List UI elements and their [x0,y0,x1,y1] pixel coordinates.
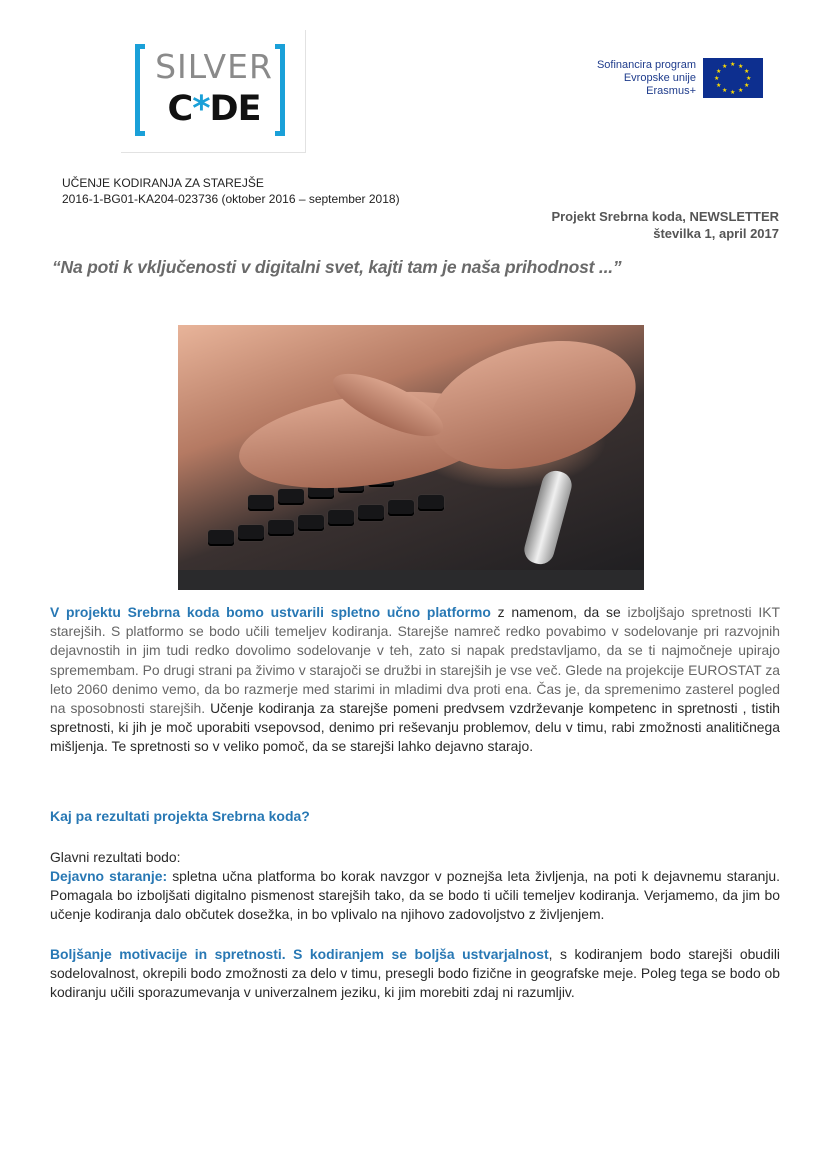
logo-top-word: SILVER [155,47,273,86]
newsletter-title: Projekt Srebrna koda, NEWSLETTER [551,209,779,224]
section-title: Kaj pa rezultati projekta Srebrna koda? [50,808,310,824]
photo-hands-keyboard [178,325,644,590]
silver-code-logo [121,30,306,153]
eu-line-1: Sofinancira program [596,59,696,71]
result-1: Dejavno staranje: spletna učna platforma bo korak navzgor v poznejša leta življenja, na poti k dejavnemu staranju. Pomagala bo izboljšati digitalno pismenost starejših tako, da se bodo ti učili temeljev kodiranja. Verjamemo, da jim bo učenje kodiranja dalo občutek dosežka, in bo vplivalo na njihovo zadovoljstvo z življenjem. [50,868,780,923]
eu-line-3: Erasmus+ [646,85,696,97]
eu-line-2: Evropske unije [623,72,696,84]
logo-bottom-word: C*DE [167,89,261,129]
intro-gray-text: izboljšajo spretnosti IKT starejših. S platformo se bodo učili temeljev kodiranja. Starejše namreč redko povabimo v sodelovanje pri razvojnih dejavnostih in jim tudi redko dovolimo sodelovanje v teh, zato si napak predstavljamo, da se ti najmočneje upirajo spremembam. Po drugi strani pa živimo v starajoči se družbi in starejših je vse več. Glede na projekcije EUROSTAT za leto 2060 denimo vemo, da bo razmerje med starimi in mladimi dva proti ena. Čas je, da spremenimo zasterel pogled na sposobnosti starejših. [50,604,781,717]
result-2-label: Boljšanje motivacije in spretnosti. S kodiranjem se boljša ustvarjalnost [50,946,549,962]
intro-paragraph: V projektu Srebrna koda bomo ustvarili spletno učno platformo z namenom, da se izboljšajo spretnosti IKT starejših. S platformo se bodo učili temeljev kodiranja. Starejše namreč redko povabimo v sodelovanje pri razvojnih dejavnostih in jim tudi redko dovolimo sodelovanje v teh, zato si napak predstavljamo, da se ti najmočneje upirajo spremembam. Po drugi strani pa živimo v starajoči se družbi in starejših je vse več. Glede na projekcije EUROSTAT za leto 2060 denimo vemo, da bo razmerje med starimi in mladimi dva proti ena. Čas je, da spremenimo zasterel pogled na sposobnosti starejših. Učenje kodiranja za starejše pomeni predvsem vzdrževanje kompetenc in spretnosti , tistih spretnosti, ki jih je moč uporabiti vsepovsod, denimo pri reševanju problemov, delu v timu, rabi zmožnosti analitičnega mišljenja. Te spretnosti so v veliko pomoč, da se starejši lahko dejavno starajo. [50,604,781,755]
project-id: 2016-1-BG01-KA204-023736 (oktober 2016 – september 2018) [62,192,400,206]
headline-quote: “Na poti k vključenosti v digitalni svet, kajti tam je naša prihodnost ...” [52,257,622,277]
eu-flag-icon: ★ ★ ★ ★ ★ ★ ★ ★ ★ ★ ★ ★ [703,58,763,98]
program-title: UČENJE KODIRANJA ZA STAREJŠE [62,176,264,190]
result-2: Boljšanje motivacije in spretnosti. S kodiranjem se boljša ustvarjalnost, s kodiranjem bodo starejši obudili sodelovalnost, okrepili bodo zmožnosti za delo v timu, presegli bodo fizične in geografske meje. Poleg tega se bodo ob kodiranju učili sporazumevanja v univerzalnem jeziku, ki jim morebiti zdaj ni razumljiv. [50,946,780,1001]
results-intro: Glavni rezultati bodo: [50,849,181,865]
logo-left-bracket [135,44,145,136]
issue-number: številka 1, april 2017 [653,226,779,241]
intro-lead: V projektu Srebrna koda bomo ustvarili spletno učno platformo [50,604,491,620]
result-1-label: Dejavno staranje: [50,868,168,884]
